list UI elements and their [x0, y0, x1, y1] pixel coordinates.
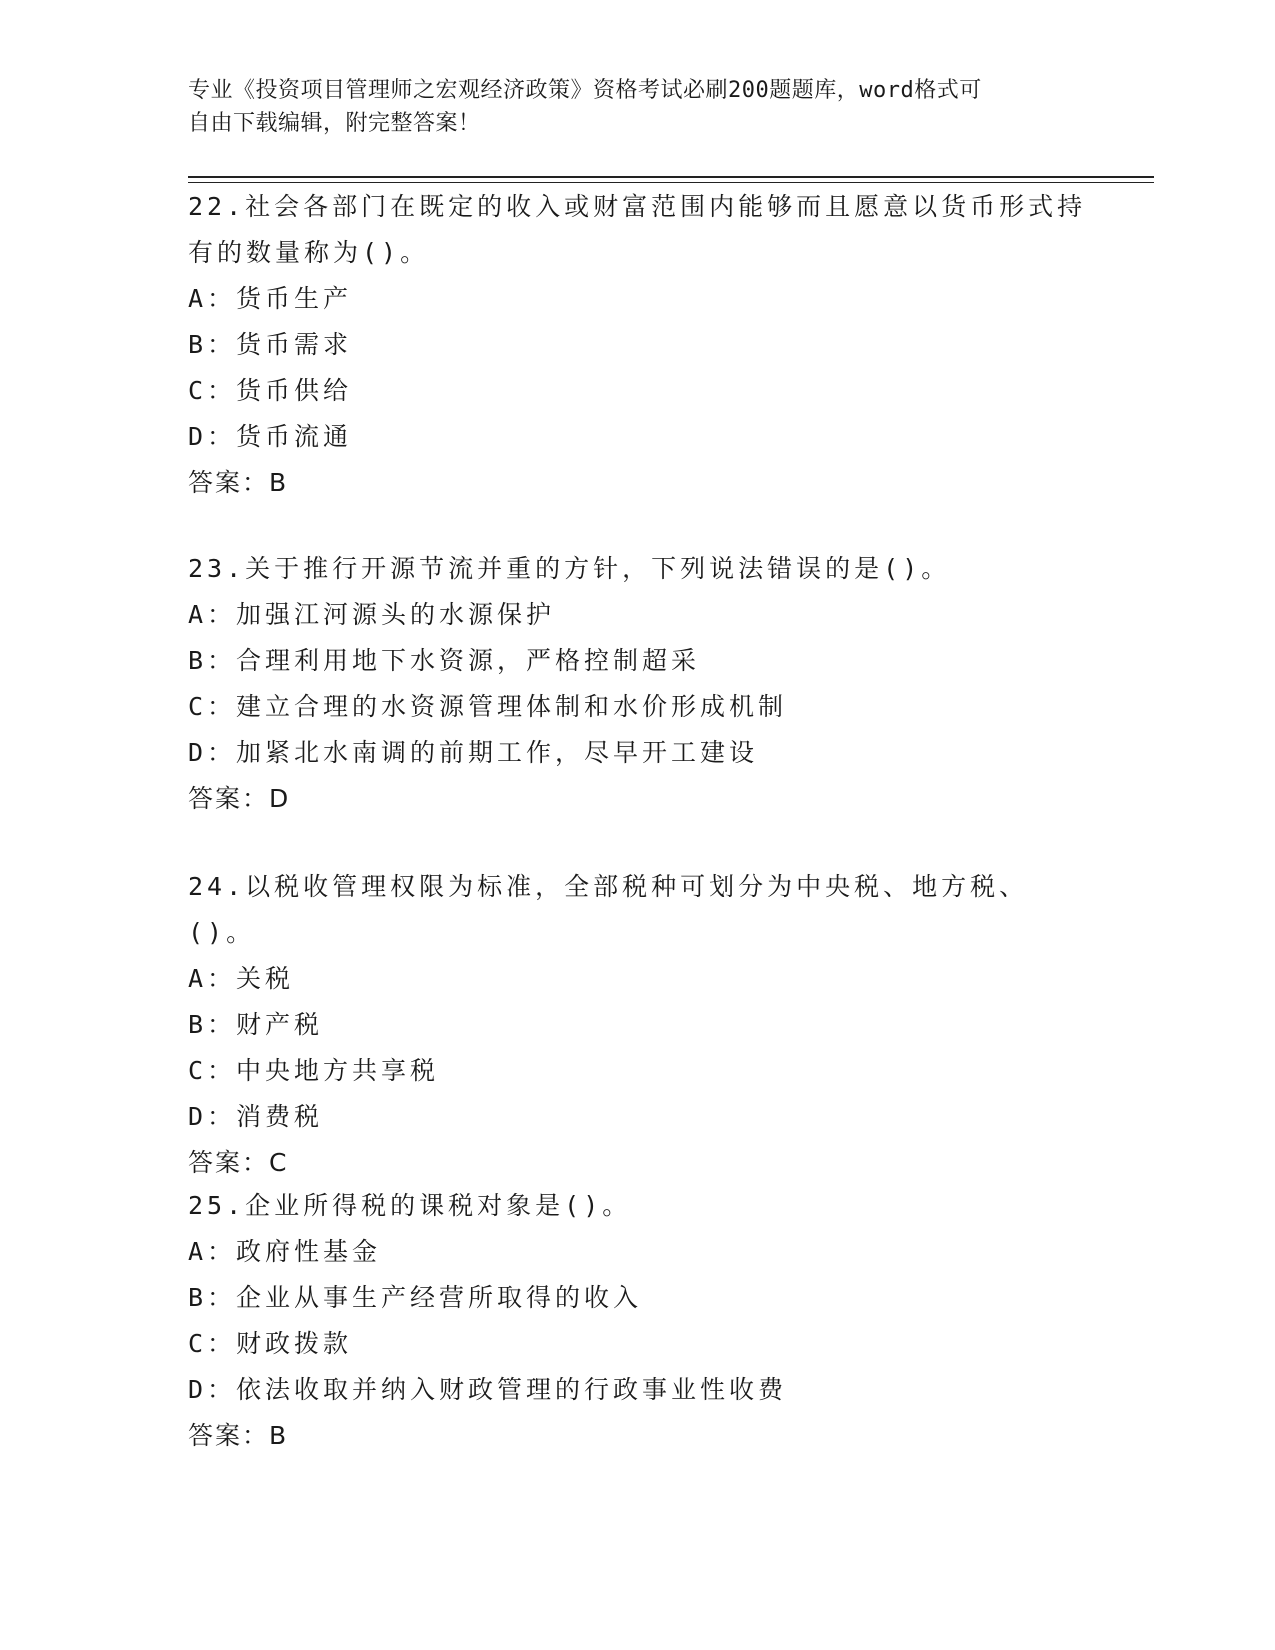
header-line-1: 专业《投资项目管理师之宏观经济政策》资格考试必刷200题题库，word格式可	[188, 78, 982, 103]
option-c: C：货币供给	[188, 376, 353, 405]
option-a: A：关税	[188, 964, 295, 993]
option-b: B：企业从事生产经营所取得的收入	[188, 1283, 643, 1312]
question-stem: 23.关于推行开源节流并重的方针，下列说法错误的是()。	[188, 554, 951, 583]
question-stem: 25.企业所得税的课税对象是()。	[188, 1191, 632, 1220]
answer-line: 答案：B	[188, 468, 289, 497]
question-stem: 22.社会各部门在既定的收入或财富范围内能够而且愿意以货币形式持有的数量称为()。	[188, 192, 1087, 267]
header-divider-thin	[188, 182, 1154, 183]
question-22	[188, 184, 1088, 506]
option-d: D：加紧北水南调的前期工作，尽早开工建设	[188, 738, 759, 767]
option-b: B：财产税	[188, 1010, 324, 1039]
answer-line: 答案：D	[188, 784, 291, 813]
option-b: B：合理利用地下水资源，严格控制超采	[188, 646, 701, 675]
option-d: D：消费税	[188, 1102, 324, 1131]
option-c: C：中央地方共享税	[188, 1056, 440, 1085]
question-25	[188, 1183, 1088, 1459]
question-stem: 24.以税收管理权限为标准，全部税种可划分为中央税、地方税、()。	[188, 872, 1029, 947]
option-a: A：货币生产	[188, 284, 353, 313]
question-24	[188, 864, 1088, 1186]
option-d: D：依法收取并纳入财政管理的行政事业性收费	[188, 1375, 788, 1404]
option-d: D：货币流通	[188, 422, 353, 451]
document-header	[188, 74, 1088, 140]
question-23	[188, 546, 1088, 822]
option-a: A：政府性基金	[188, 1237, 382, 1266]
header-line-2: 自由下载编辑，附完整答案！	[188, 111, 481, 136]
header-divider-thick	[188, 176, 1154, 178]
option-c: C：财政拨款	[188, 1329, 353, 1358]
option-c: C：建立合理的水资源管理体制和水价形成机制	[188, 692, 788, 721]
option-b: B：货币需求	[188, 330, 353, 359]
answer-line: 答案：B	[188, 1421, 289, 1450]
answer-line: 答案：C	[188, 1148, 289, 1177]
option-a: A：加强江河源头的水源保护	[188, 600, 556, 629]
